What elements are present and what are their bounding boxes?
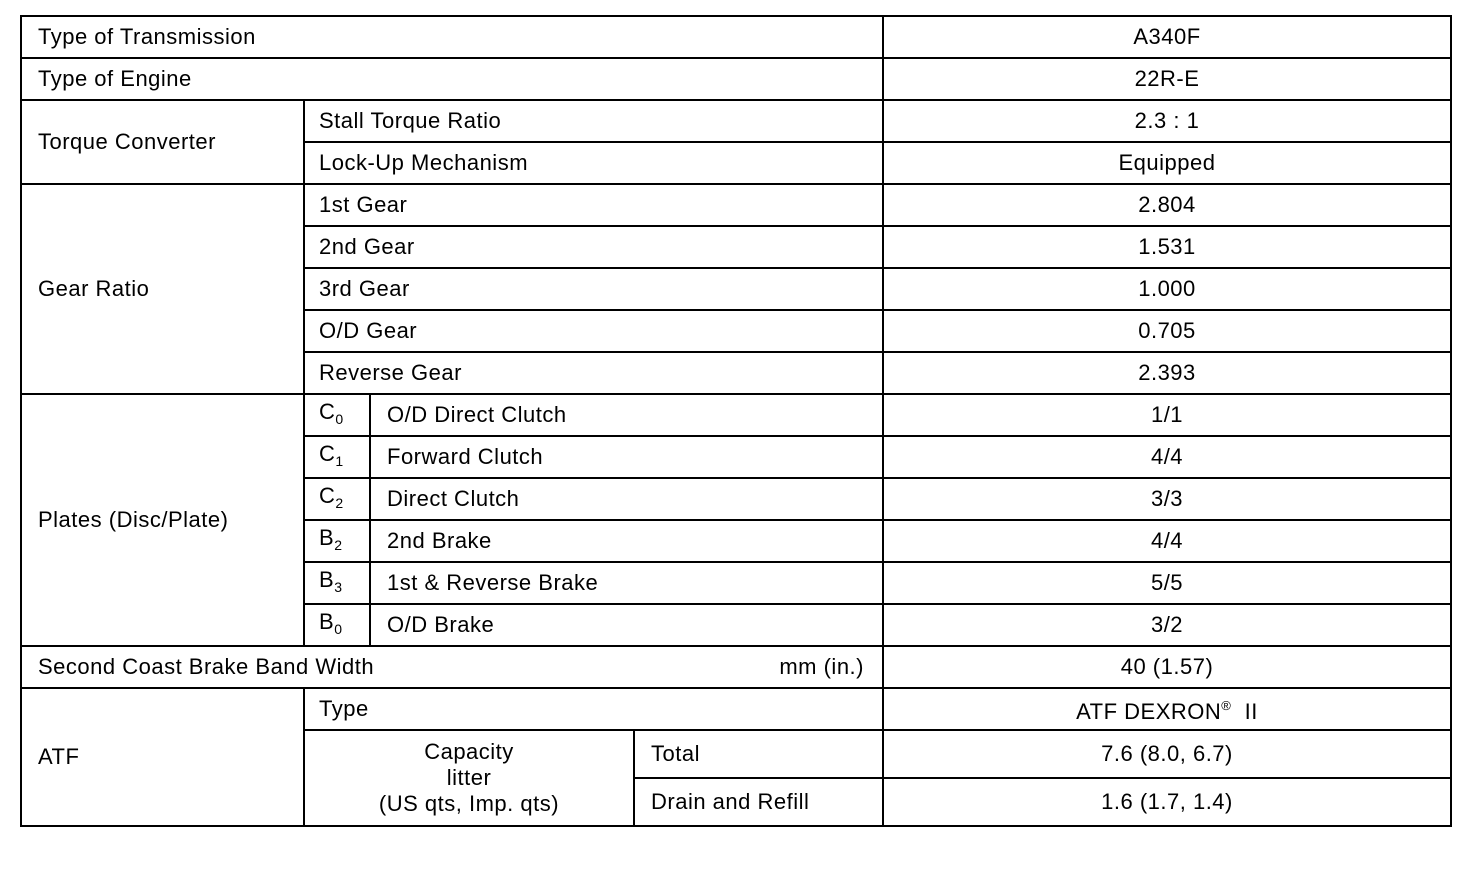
table-row (21, 100, 1451, 142)
plate-value: 5/5 (883, 562, 1451, 604)
plate-name: Direct Clutch (370, 478, 883, 520)
table-row (21, 16, 1451, 58)
transmission-value: A340F (883, 16, 1451, 58)
plate-name: Forward Clutch (370, 436, 883, 478)
atf-type-value-cell (883, 688, 1451, 730)
capacity-refill-value: 1.6 (1.7, 1.4) (883, 778, 1451, 826)
plate-symbol-letter: C (319, 398, 336, 424)
band-width-unit: mm (in.) (779, 654, 864, 679)
gear-label: Reverse Gear (304, 352, 883, 394)
gear-ratio-label: Gear Ratio (21, 184, 304, 394)
lock-up-mechanism-value: Equipped (883, 142, 1451, 184)
band-width-label: Second Coast Brake Band Width (38, 654, 375, 679)
plate-value: 1/1 (883, 394, 1451, 436)
table-row (21, 184, 1451, 226)
gear-label: 2nd Gear (304, 226, 883, 268)
capacity-label (304, 730, 634, 826)
plate-value: 3/2 (883, 604, 1451, 646)
plate-symbol-letter: B (319, 608, 335, 634)
plate-value: 3/3 (883, 478, 1451, 520)
engine-value: 22R-E (883, 58, 1451, 100)
plate-symbol (304, 394, 370, 436)
table-row (21, 688, 1451, 730)
capacity-total-value: 7.6 (8.0, 6.7) (883, 730, 1451, 778)
plate-name: O/D Direct Clutch (370, 394, 883, 436)
band-width-value: 40 (1.57) (883, 646, 1451, 688)
capacity-total-label: Total (634, 730, 883, 778)
gear-label: O/D Gear (304, 310, 883, 352)
atf-type-label: Type (304, 688, 883, 730)
capacity-line: litter (446, 765, 492, 790)
plate-symbol (304, 478, 370, 520)
plate-name: O/D Brake (370, 604, 883, 646)
gear-value: 1.531 (883, 226, 1451, 268)
gear-label: 1st Gear (304, 184, 883, 226)
plate-name: 2nd Brake (370, 520, 883, 562)
capacity-refill-label: Drain and Refill (634, 778, 883, 826)
plate-symbol-letter: C (319, 440, 336, 466)
transmission-label: Type of Transmission (21, 16, 883, 58)
plate-symbol (304, 436, 370, 478)
plate-symbol-letter: C (319, 482, 336, 508)
band-width-cell (21, 646, 883, 688)
engine-label: Type of Engine (21, 58, 883, 100)
plate-symbol-letter: B (319, 566, 335, 592)
stall-torque-ratio-value: 2.3 : 1 (883, 100, 1451, 142)
plate-symbol (304, 520, 370, 562)
plate-value: 4/4 (883, 436, 1451, 478)
torque-converter-label: Torque Converter (21, 100, 304, 184)
gear-value: 1.000 (883, 268, 1451, 310)
gear-value: 2.804 (883, 184, 1451, 226)
lock-up-mechanism-label: Lock-Up Mechanism (304, 142, 883, 184)
capacity-line: (US qts, Imp. qts) (378, 791, 560, 816)
table-row (21, 58, 1451, 100)
atf-label: ATF (21, 688, 304, 826)
capacity-line: Capacity (424, 739, 514, 764)
table-row (21, 394, 1451, 436)
plate-symbol-subscript: 0 (334, 620, 343, 637)
registered-mark: ® (1221, 698, 1232, 713)
plate-symbol (304, 604, 370, 646)
plate-symbol-subscript: 2 (334, 536, 343, 553)
plate-symbol-subscript: 2 (335, 494, 344, 511)
gear-value: 0.705 (883, 310, 1451, 352)
plate-symbol-subscript: 0 (335, 410, 344, 427)
stall-torque-ratio-label: Stall Torque Ratio (304, 100, 883, 142)
atf-type-value: ATF DEXRON (1076, 699, 1222, 724)
specification-table (20, 15, 1452, 827)
plate-symbol-subscript: 1 (335, 452, 344, 469)
plate-symbol (304, 562, 370, 604)
table-row (21, 646, 1451, 688)
atf-type-suffix: II (1244, 699, 1258, 724)
plate-value: 4/4 (883, 520, 1451, 562)
plate-name: 1st & Reverse Brake (370, 562, 883, 604)
gear-label: 3rd Gear (304, 268, 883, 310)
plate-symbol-letter: B (319, 524, 335, 550)
plates-label: Plates (Disc/Plate) (21, 394, 304, 646)
gear-value: 2.393 (883, 352, 1451, 394)
plate-symbol-subscript: 3 (334, 578, 343, 595)
